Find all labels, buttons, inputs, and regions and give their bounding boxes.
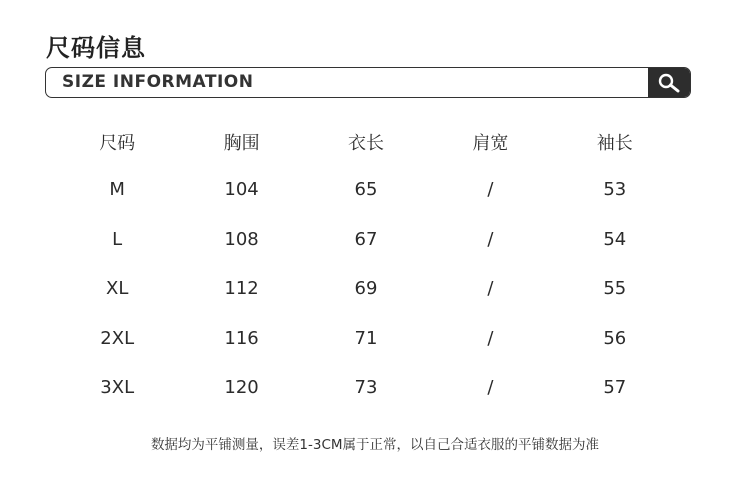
cell-size: L	[112, 228, 123, 250]
cell-sleeve: 55	[603, 278, 627, 300]
cell-sleeve: 53	[603, 179, 627, 201]
measurement-note: 数据均为平铺测量，误差1-3CM属于正常，以自己合适衣服的平铺数据为准	[150, 437, 600, 453]
cell-shoulder: /	[487, 228, 494, 250]
search-bar[interactable]	[45, 67, 691, 98]
cell-chest: 108	[224, 228, 259, 250]
cell-shoulder: /	[487, 278, 494, 300]
cell-shoulder: /	[487, 377, 494, 399]
table-header-row	[55, 118, 677, 165]
table-row	[55, 314, 677, 364]
cell-size: 3XL	[100, 377, 135, 399]
cell-shoulder: /	[487, 179, 494, 201]
header-shoulder: 肩宽	[472, 132, 509, 154]
header-length: 衣长	[347, 132, 384, 154]
header-size: 尺码	[99, 132, 136, 154]
cell-sleeve: 54	[603, 228, 627, 250]
table-row	[55, 215, 677, 265]
cell-shoulder: /	[487, 327, 494, 349]
cell-length: 71	[354, 327, 378, 349]
cell-size: XL	[106, 278, 129, 300]
cell-length: 73	[354, 377, 378, 399]
table-row	[55, 363, 677, 413]
cell-chest: 112	[224, 278, 259, 300]
table-row	[55, 165, 677, 215]
cell-sleeve: 56	[603, 327, 627, 349]
table-row	[55, 264, 677, 314]
header-chest: 胸围	[223, 132, 260, 154]
cell-chest: 120	[224, 377, 259, 399]
search-label: SIZE INFORMATION	[62, 72, 254, 92]
cell-length: 69	[354, 278, 378, 300]
page-title: 尺码信息	[46, 34, 146, 62]
cell-size: 2XL	[100, 327, 135, 349]
cell-sleeve: 57	[603, 377, 627, 399]
cell-chest: 104	[224, 179, 259, 201]
cell-size: M	[109, 179, 125, 201]
search-icon	[657, 72, 681, 94]
cell-length: 65	[354, 179, 378, 201]
cell-chest: 116	[224, 327, 259, 349]
search-button[interactable]	[648, 68, 690, 97]
size-table	[55, 118, 677, 413]
cell-length: 67	[354, 228, 378, 250]
header-sleeve: 袖长	[596, 132, 633, 154]
